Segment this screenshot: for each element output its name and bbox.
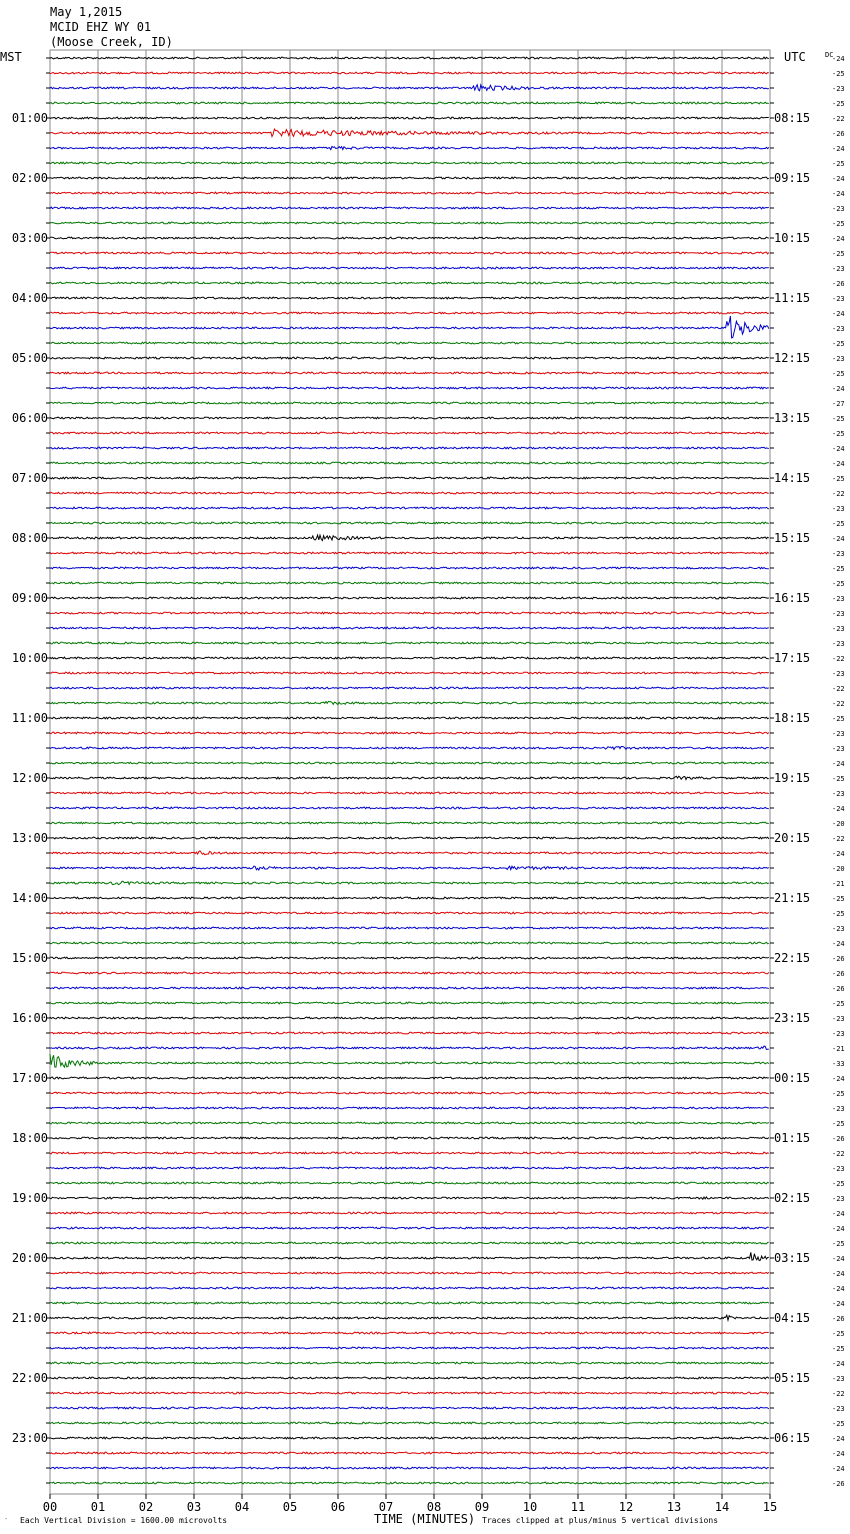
dc-offset-label: -25	[832, 370, 845, 378]
trace-row	[50, 1107, 769, 1109]
dc-offset-label: -25	[832, 1240, 845, 1248]
trace-row	[50, 1017, 769, 1019]
dc-offset-label: -24	[832, 1465, 845, 1473]
trace-row	[50, 881, 769, 884]
left-timezone-label: MST	[0, 50, 22, 64]
dc-offset-label: -23	[832, 355, 845, 363]
trace-row	[50, 162, 769, 164]
trace-row	[50, 1422, 769, 1424]
dc-offset-label: -25	[832, 475, 845, 483]
x-tick-label: 00	[42, 1500, 58, 1514]
trace-row	[50, 57, 769, 59]
trace-row	[50, 957, 769, 959]
trace-row	[50, 1302, 769, 1304]
trace-row	[50, 866, 769, 870]
plot-date: May 1,2015	[50, 5, 123, 19]
left-time-label: 08:00	[11, 531, 48, 545]
trace-row	[50, 837, 769, 839]
trace-row	[50, 1315, 769, 1320]
trace-row	[50, 642, 769, 644]
trace-row	[50, 1452, 769, 1454]
dc-offset-label: -25	[832, 1180, 845, 1188]
dc-offset-label: -23	[832, 595, 845, 603]
x-tick-label: 03	[186, 1500, 202, 1514]
dc-offset-label: -23	[832, 1375, 845, 1383]
left-time-label: 20:00	[11, 1251, 48, 1265]
trace-row	[50, 762, 769, 764]
dc-offset-label: -25	[832, 340, 845, 348]
trace-row	[50, 1137, 769, 1139]
dc-offset-label: -23	[832, 1405, 845, 1413]
dc-offset-label: -23	[832, 1165, 845, 1173]
x-tick-label: 05	[282, 1500, 298, 1514]
trace-row	[50, 1347, 769, 1349]
dc-offset-label: -24	[832, 385, 845, 393]
dc-offset-label: -20	[832, 820, 845, 828]
trace-row	[50, 927, 769, 929]
trace-row	[50, 535, 769, 540]
right-time-label: 14:15	[774, 471, 811, 485]
trace-row	[50, 507, 769, 509]
dc-offset-label: -24	[832, 805, 845, 813]
dc-offset-label: -25	[832, 1090, 845, 1098]
trace-row	[50, 1227, 769, 1229]
dc-offset-label: -22	[832, 685, 845, 693]
dc-offset-label: -24	[832, 1435, 845, 1443]
dc-offset-label: -22	[832, 835, 845, 843]
trace-row	[50, 776, 769, 779]
trace-row	[50, 732, 769, 734]
right-time-label: 03:15	[774, 1251, 811, 1265]
trace-row	[50, 462, 769, 464]
trace-row	[50, 1046, 769, 1049]
clip-note: Traces clipped at plus/minus 5 vertical divisions	[482, 1516, 719, 1525]
dc-offset-label: -24	[832, 460, 845, 468]
trace-row	[50, 657, 769, 659]
trace-row	[50, 146, 769, 149]
trace-row	[50, 552, 769, 554]
trace-row	[50, 477, 769, 479]
dc-offset-label: -25	[832, 1120, 845, 1128]
station-location: (Moose Creek, ID)	[50, 35, 173, 49]
trace-row	[50, 672, 769, 674]
dc-offset-label: -23	[832, 925, 845, 933]
dc-offset-label: -24	[832, 1225, 845, 1233]
trace-row	[50, 237, 769, 239]
right-timezone-label: UTC	[784, 50, 806, 64]
left-time-label: 18:00	[11, 1131, 48, 1145]
dc-offset-label: -25	[832, 160, 845, 168]
dc-offset-label: -25	[832, 1345, 845, 1353]
trace-row	[50, 177, 769, 179]
dc-offset-label: -24	[832, 1255, 845, 1263]
trace-row	[50, 701, 769, 704]
trace-row	[50, 357, 769, 359]
dc-offset-label: -26	[832, 955, 845, 963]
trace-row	[50, 1252, 769, 1260]
trace-row	[50, 282, 769, 284]
trace-row	[50, 372, 769, 374]
left-time-label: 19:00	[11, 1191, 48, 1205]
trace-row	[50, 102, 769, 104]
dc-offset-label: -25	[832, 910, 845, 918]
dc-offset-label: -25	[832, 895, 845, 903]
left-time-label: 22:00	[11, 1371, 48, 1385]
x-tick-label: 04	[234, 1500, 250, 1514]
dc-offset-label: -26	[832, 1480, 845, 1488]
dc-offset-label: -23	[832, 745, 845, 753]
x-tick-label: 01	[90, 1500, 106, 1514]
right-time-label: 05:15	[774, 1371, 811, 1385]
dc-offset-label: -23	[832, 295, 845, 303]
trace-row	[50, 222, 769, 224]
trace-row	[50, 207, 769, 209]
right-time-label: 04:15	[774, 1311, 811, 1325]
dc-offset-label: -23	[832, 505, 845, 513]
right-time-label: 21:15	[774, 891, 811, 905]
right-time-label: 02:15	[774, 1191, 811, 1205]
trace-row	[50, 447, 769, 449]
dc-offset-label: -24	[832, 175, 845, 183]
right-time-label: 22:15	[774, 951, 811, 965]
trace-row	[50, 492, 769, 494]
left-time-label: 06:00	[11, 411, 48, 425]
trace-row	[50, 687, 769, 689]
right-time-label: 12:15	[774, 351, 811, 365]
dc-offset-label: -25	[832, 520, 845, 528]
dc-offset-label: -27	[832, 400, 845, 408]
dc-offset-label: -24	[832, 310, 845, 318]
dc-offset-label: -23	[832, 625, 845, 633]
dc-offset-label: -25	[832, 430, 845, 438]
right-time-label: 10:15	[774, 231, 811, 245]
dc-offset-label: -24	[832, 145, 845, 153]
dc-offset-label: -25	[832, 775, 845, 783]
trace-row	[50, 897, 769, 899]
dc-offset-label: -23	[832, 85, 845, 93]
dc-offset-label: -23	[832, 670, 845, 678]
dc-offset-label: -23	[832, 790, 845, 798]
dc-offset-label: -23	[832, 730, 845, 738]
trace-row	[50, 342, 769, 344]
left-time-label: 13:00	[11, 831, 48, 845]
trace-row	[50, 316, 769, 338]
x-tick-label: 12	[618, 1500, 634, 1514]
trace-row	[50, 417, 769, 419]
x-tick-label: 07	[378, 1500, 394, 1514]
left-time-label: 05:00	[11, 351, 48, 365]
right-time-label: 08:15	[774, 111, 811, 125]
trace-row	[50, 1482, 769, 1484]
trace-row	[50, 402, 769, 404]
dc-offset-label: -23	[832, 610, 845, 618]
dc-offset-label: -26	[832, 985, 845, 993]
trace-row	[50, 432, 769, 434]
left-time-label: 21:00	[11, 1311, 48, 1325]
trace-row	[50, 1212, 769, 1214]
left-time-label: 16:00	[11, 1011, 48, 1025]
plot-frame	[50, 50, 770, 1494]
dc-offset-label: -21	[832, 880, 845, 888]
right-time-label: 19:15	[774, 771, 811, 785]
dc-offset-label: -25	[832, 580, 845, 588]
left-time-label: 10:00	[11, 651, 48, 665]
trace-row	[50, 1377, 769, 1379]
dc-offset-label: -24	[832, 850, 845, 858]
dc-offset-label: -23	[832, 1105, 845, 1113]
trace-row	[50, 1437, 769, 1439]
trace-row	[50, 851, 769, 855]
dc-offset-label: -23	[832, 550, 845, 558]
trace-row	[50, 597, 769, 599]
trace-row	[50, 1272, 769, 1274]
dc-offset-label: -24	[832, 940, 845, 948]
dc-offset-label: -25	[832, 715, 845, 723]
trace-row	[50, 717, 769, 719]
dc-offset-label: -24	[832, 1285, 845, 1293]
trace-row	[50, 72, 769, 74]
dc-offset-label: -25	[832, 250, 845, 258]
dc-offset-label: -25	[832, 220, 845, 228]
dc-offset-label: -25	[832, 1330, 845, 1338]
dc-offset-label: -21	[832, 1045, 845, 1053]
x-tick-label: 09	[474, 1500, 490, 1514]
x-tick-label: 14	[714, 1500, 730, 1514]
trace-row	[50, 1467, 769, 1469]
x-axis-title: TIME (MINUTES)	[374, 1512, 476, 1526]
right-time-label: 18:15	[774, 711, 811, 725]
left-time-label: 02:00	[11, 171, 48, 185]
footer-mark: ′	[4, 1517, 9, 1525]
left-time-label: 01:00	[11, 111, 48, 125]
trace-row	[50, 252, 769, 254]
x-tick-label: 15	[762, 1500, 778, 1514]
dc-offset-label: -24	[832, 1300, 845, 1308]
left-time-label: 17:00	[11, 1071, 48, 1085]
dc-offset-label: -26	[832, 280, 845, 288]
dc-offset-label: -26	[832, 1135, 845, 1143]
dc-offset-label: -24	[832, 1270, 845, 1278]
dc-offset-label: -22	[832, 1150, 845, 1158]
dc-offset-label: -25	[832, 70, 845, 78]
scale-note: Each Vertical Division = 1600.00 microvolts	[20, 1516, 228, 1525]
trace-row	[50, 1167, 769, 1169]
trace-row	[50, 1152, 769, 1154]
dc-offset-label: -24	[832, 1360, 845, 1368]
dc-offset-label: -22	[832, 1390, 845, 1398]
trace-row	[50, 567, 769, 569]
left-time-label: 09:00	[11, 591, 48, 605]
dc-offset-label: -25	[832, 100, 845, 108]
trace-row	[50, 1077, 769, 1079]
right-time-label: 13:15	[774, 411, 811, 425]
dc-offset-label: -24	[832, 235, 845, 243]
dc-offset-label: -24	[832, 1450, 845, 1458]
station-code: MCID EHZ WY 01	[50, 20, 152, 34]
trace-row	[50, 522, 769, 524]
left-time-label: 23:00	[11, 1431, 48, 1445]
right-time-label: 16:15	[774, 591, 811, 605]
right-time-label: 01:15	[774, 1131, 811, 1145]
trace-row	[50, 1002, 769, 1004]
dc-offset-label: -25	[832, 1000, 845, 1008]
dc-offset-label: -24	[832, 760, 845, 768]
trace-row	[50, 1092, 769, 1094]
trace-row	[50, 1122, 769, 1124]
trace-row	[50, 582, 769, 584]
trace-row	[50, 747, 769, 750]
dc-offset-label: -22	[832, 490, 845, 498]
dc-offset-label: -33	[832, 1060, 845, 1068]
left-time-label: 11:00	[11, 711, 48, 725]
dc-offset-label: -24	[832, 535, 845, 543]
trace-row	[50, 627, 769, 629]
trace-row	[50, 912, 769, 914]
right-time-label: 00:15	[774, 1071, 811, 1085]
dc-offset-label: -22	[832, 115, 845, 123]
left-time-label: 12:00	[11, 771, 48, 785]
trace-row	[50, 1362, 769, 1364]
dc-header-label: DC	[825, 51, 834, 59]
dc-offset-label: -26	[832, 970, 845, 978]
dc-offset-label: -25	[832, 565, 845, 573]
dc-offset-label: -23	[832, 1015, 845, 1023]
trace-row	[50, 387, 769, 389]
trace-row	[50, 1182, 769, 1184]
left-time-label: 04:00	[11, 291, 48, 305]
dc-offset-label: -23	[832, 325, 845, 333]
trace-row	[50, 312, 769, 314]
dc-offset-label: -23	[832, 205, 845, 213]
trace-row	[50, 972, 769, 974]
left-time-label: 14:00	[11, 891, 48, 905]
trace-row	[50, 1197, 769, 1199]
dc-offset-label: -23	[832, 1195, 845, 1203]
dc-offset-label: -24	[832, 1075, 845, 1083]
right-time-label: 23:15	[774, 1011, 811, 1025]
dc-offset-label: -26	[832, 130, 845, 138]
trace-row	[50, 85, 769, 91]
dc-offset-label: -23	[832, 265, 845, 273]
dc-offset-label: -23	[832, 1030, 845, 1038]
trace-row	[50, 267, 769, 269]
dc-offset-label: -20	[832, 865, 845, 873]
right-time-label: 20:15	[774, 831, 811, 845]
dc-offset-label: -22	[832, 700, 845, 708]
right-time-label: 06:15	[774, 1431, 811, 1445]
x-tick-label: 08	[426, 1500, 442, 1514]
left-time-label: 07:00	[11, 471, 48, 485]
trace-row	[50, 822, 769, 824]
dc-offset-label: -24	[832, 1210, 845, 1218]
trace-row	[50, 297, 769, 299]
trace-row	[50, 807, 769, 809]
trace-row	[50, 192, 769, 194]
dc-offset-label: -24	[832, 190, 845, 198]
trace-row	[50, 987, 769, 989]
right-time-label: 17:15	[774, 651, 811, 665]
x-tick-label: 13	[666, 1500, 682, 1514]
x-tick-label: 02	[138, 1500, 154, 1514]
dc-offset-label: -24	[832, 445, 845, 453]
dc-offset-label: -23	[832, 640, 845, 648]
right-time-label: 09:15	[774, 171, 811, 185]
x-tick-label: 11	[570, 1500, 586, 1514]
left-time-label: 15:00	[11, 951, 48, 965]
trace-row	[50, 612, 769, 614]
trace-row	[50, 1032, 769, 1034]
trace-row	[50, 1054, 769, 1067]
left-time-label: 03:00	[11, 231, 48, 245]
right-time-label: 11:15	[774, 291, 811, 305]
dc-offset-label: -25	[832, 1420, 845, 1428]
trace-row	[50, 792, 769, 794]
trace-row	[50, 942, 769, 944]
trace-row	[50, 1287, 769, 1289]
trace-row	[50, 117, 769, 119]
dc-offset-label: -25	[832, 415, 845, 423]
dc-offset-label: -26	[832, 1315, 845, 1323]
right-time-label: 15:15	[774, 531, 811, 545]
x-tick-label: 10	[522, 1500, 538, 1514]
dc-offset-label: -24	[832, 55, 845, 63]
dc-offset-label: -22	[832, 655, 845, 663]
x-tick-label: 06	[330, 1500, 346, 1514]
trace-row	[50, 1332, 769, 1334]
trace-row	[50, 1407, 769, 1409]
trace-row	[50, 1242, 769, 1244]
trace-row	[50, 1392, 769, 1394]
trace-row	[50, 129, 769, 137]
